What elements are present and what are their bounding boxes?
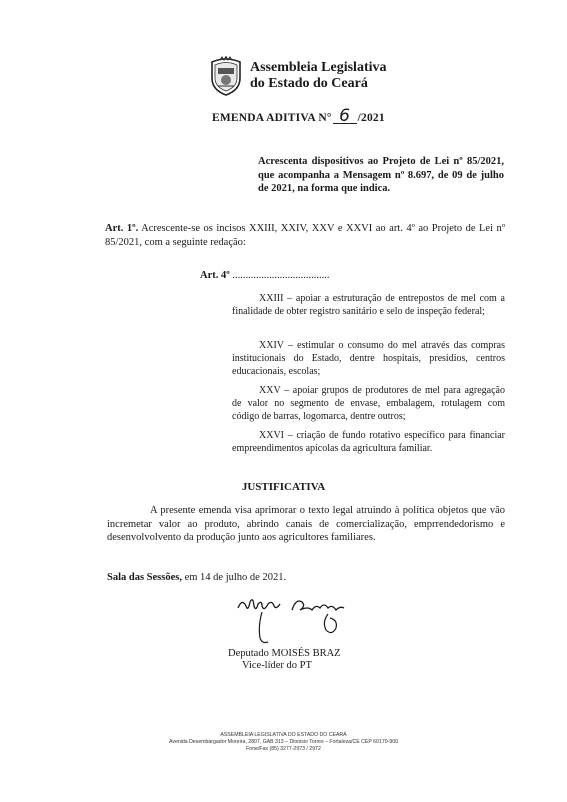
article-1-paragraph	[105, 222, 505, 249]
article-1-text: Acrescente-se os incisos XXIII, XXIV, XXV e XXVI ao art. 4º ao Projeto de Lei nº 85/2021, com a seguinte redação:	[105, 223, 505, 248]
article-1-label: Art. 1º.	[105, 223, 139, 234]
signatory-name: Deputado MOISÉS BRAZ	[228, 648, 341, 659]
document-title	[212, 106, 385, 126]
session-location-date	[107, 572, 286, 583]
justificativa-text: A presente emenda visa aprimorar o texto legal atruindo à política objetos que vão incremetar valor ao produto, abrindo canais de comercialização, emprrendedorismo e desenvolvolvento da produção junto aos agricultores familiares.	[107, 505, 505, 543]
page-footer	[0, 732, 567, 754]
sala-date: em 14 de julho de 2021.	[184, 572, 287, 583]
title-suffix: /2021	[357, 112, 385, 124]
handwritten-signature	[232, 592, 362, 648]
inciso-text: XXVI – criação de fundo rotativo específico para financiar empreendimentos apícolas da agricultura familiar.	[232, 430, 505, 454]
inciso-text: XXV – apoiar grupos de produtores de mel para agregação de valor no segmento de envase, embalagem, rotulagem com código de barras, logomarca, dentre outros;	[232, 385, 505, 422]
article-4-label: Art. 4º	[200, 270, 230, 281]
footer-line3: Fone/Fax (85) 3277-2973 / 2972	[246, 746, 321, 753]
ementa-summary: Acrescenta dispositivos ao Projeto de Lei nº 85/2021, que acompanha a Mensagem nº 8.697, de 09 de julho de 2021, na forma que indica.	[258, 156, 504, 194]
assembly-coat-of-arms-logo	[208, 56, 244, 96]
article-4-heading	[200, 270, 329, 281]
amendment-number: 6	[333, 109, 357, 124]
org-name-line2: do Estado do Ceará	[250, 76, 368, 91]
inciso-text: XXIII – apoiar a estruturação de entrepostos de mel com a finalidade de obter registro sanitário e selo de inspeção federal;	[232, 293, 505, 317]
title-prefix: EMENDA ADITIVA N°	[212, 112, 332, 124]
footer-line1: ASSEMBLEIA LEGISLATIVA DO ESTADO DO CEARÁ	[220, 732, 347, 738]
inciso-xxiv	[232, 340, 505, 378]
inciso-text: XXIV – estimular o consumo do mel através das compras institucionais do Estado, dentre hospitais, presídios, centros educacionais, escolas;	[232, 340, 505, 377]
inciso-xxvi	[232, 430, 505, 456]
inciso-xxiii	[232, 293, 505, 319]
footer-line2: Avenida Desembargador Moreira, 2807, GAB 313 – Dionisio Torres – Fortaleza/CE CEP 60170-900	[169, 739, 398, 746]
organization-name	[250, 60, 387, 92]
sala-label: Sala das Sessões,	[107, 572, 182, 583]
signatory-role: Vice-líder do PT	[242, 660, 312, 671]
org-name-line1: Assembleia Legislativa	[250, 60, 387, 75]
inciso-xxv	[232, 385, 505, 423]
justificativa-heading: JUSTIFICATIVA	[241, 481, 326, 493]
article-4-dots: .....................................	[232, 270, 330, 281]
